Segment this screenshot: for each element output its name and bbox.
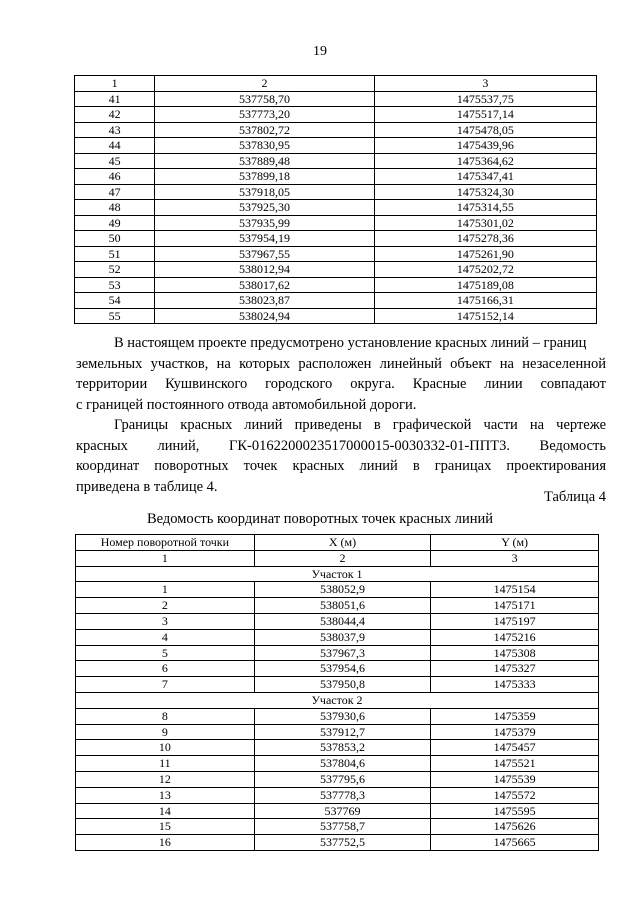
table-row xyxy=(76,613,599,629)
y-coordinate-cell: 1475171 xyxy=(431,598,599,614)
point-number-cell: 6 xyxy=(76,661,255,677)
y-coordinate-cell: 1475152,14 xyxy=(374,308,596,324)
point-number-cell: 3 xyxy=(76,613,255,629)
x-coordinate-cell: 537930,6 xyxy=(254,708,431,724)
point-number-cell: 54 xyxy=(75,293,155,309)
x-coordinate-cell: 537773,20 xyxy=(155,107,374,123)
column-number: 2 xyxy=(254,550,431,566)
x-coordinate-cell: 537778,3 xyxy=(254,787,431,803)
table-row xyxy=(76,582,599,598)
column-number: 3 xyxy=(374,76,596,92)
table-row xyxy=(75,169,597,185)
point-number-cell: 16 xyxy=(76,835,255,851)
point-number-cell: 44 xyxy=(75,138,155,154)
column-number: 1 xyxy=(76,550,255,566)
x-coordinate-cell: 537853,2 xyxy=(254,740,431,756)
y-coordinate-cell: 1475517,14 xyxy=(374,107,596,123)
point-number-cell: 11 xyxy=(76,756,255,772)
y-coordinate-cell: 1475457 xyxy=(431,740,599,756)
column-header: Номер поворотной точки xyxy=(76,535,255,551)
red-lines-coordinates-table xyxy=(75,534,599,851)
text-line: с границей постоянного отвода автомобильной дороги. xyxy=(76,396,417,413)
table-row xyxy=(75,107,597,123)
x-coordinate-cell: 537912,7 xyxy=(254,724,431,740)
table-row xyxy=(76,819,599,835)
section-label: Участок 2 xyxy=(76,692,599,708)
y-coordinate-cell: 1475154 xyxy=(431,582,599,598)
point-number-cell: 48 xyxy=(75,200,155,216)
table-row xyxy=(75,122,597,138)
x-coordinate-cell: 538012,94 xyxy=(155,262,374,278)
point-number-cell: 41 xyxy=(75,91,155,107)
y-coordinate-cell: 1475333 xyxy=(431,677,599,693)
y-coordinate-cell: 1475202,72 xyxy=(374,262,596,278)
x-coordinate-cell: 538052,9 xyxy=(254,582,431,598)
point-number-cell: 43 xyxy=(75,122,155,138)
point-number-cell: 4 xyxy=(76,629,255,645)
y-coordinate-cell: 1475537,75 xyxy=(374,91,596,107)
coordinates-table-continued xyxy=(74,75,597,324)
x-coordinate-cell: 537830,95 xyxy=(155,138,374,154)
column-header: Y (м) xyxy=(431,535,599,551)
column-header: X (м) xyxy=(254,535,431,551)
column-number: 2 xyxy=(155,76,374,92)
table-row xyxy=(75,153,597,169)
y-coordinate-cell: 1475478,05 xyxy=(374,122,596,138)
x-coordinate-cell: 537899,18 xyxy=(155,169,374,185)
y-coordinate-cell: 1475521 xyxy=(431,756,599,772)
x-coordinate-cell: 537795,6 xyxy=(254,771,431,787)
y-coordinate-cell: 1475278,36 xyxy=(374,231,596,247)
y-coordinate-cell: 1475308 xyxy=(431,645,599,661)
y-coordinate-cell: 1475595 xyxy=(431,803,599,819)
y-coordinate-cell: 1475261,90 xyxy=(374,246,596,262)
y-coordinate-cell: 1475665 xyxy=(431,835,599,851)
point-number-cell: 55 xyxy=(75,308,155,324)
y-coordinate-cell: 1475626 xyxy=(431,819,599,835)
table-row xyxy=(76,756,599,772)
table-row xyxy=(75,91,597,107)
text-line: В настоящем проекте предусмотрено установление красных линий – границ xyxy=(114,335,587,351)
y-coordinate-cell: 1475539 xyxy=(431,771,599,787)
paragraph-drawing-reference xyxy=(76,415,606,497)
y-coordinate-cell: 1475216 xyxy=(431,629,599,645)
table-row xyxy=(75,215,597,231)
point-number-cell: 49 xyxy=(75,215,155,231)
point-number-cell: 46 xyxy=(75,169,155,185)
text-line: Границы красных линий приведены в графической части на чертеже xyxy=(114,417,606,433)
y-coordinate-cell: 1475189,08 xyxy=(374,277,596,293)
page-number: 19 xyxy=(313,44,327,59)
x-coordinate-cell: 537889,48 xyxy=(155,153,374,169)
table-row xyxy=(76,598,599,614)
x-coordinate-cell: 537804,6 xyxy=(254,756,431,772)
point-number-cell: 10 xyxy=(76,740,255,756)
x-coordinate-cell: 537954,6 xyxy=(254,661,431,677)
table-title: Ведомость координат поворотных точек красных линий xyxy=(146,511,494,527)
point-number-cell: 47 xyxy=(75,184,155,200)
table-row xyxy=(76,835,599,851)
x-coordinate-cell: 538051,6 xyxy=(254,598,431,614)
x-coordinate-cell: 537954,19 xyxy=(155,231,374,247)
table-row xyxy=(76,708,599,724)
point-number-cell: 7 xyxy=(76,677,255,693)
x-coordinate-cell: 538024,94 xyxy=(155,308,374,324)
point-number-cell: 51 xyxy=(75,246,155,262)
y-coordinate-cell: 1475439,96 xyxy=(374,138,596,154)
table-row xyxy=(75,246,597,262)
y-coordinate-cell: 1475364,62 xyxy=(374,153,596,169)
point-number-cell: 13 xyxy=(76,787,255,803)
y-coordinate-cell: 1475327 xyxy=(431,661,599,677)
table-row xyxy=(76,771,599,787)
x-coordinate-cell: 537758,70 xyxy=(155,91,374,107)
text-line: красных линий, ГК-0162200023517000015-0030332-01-ППТ3. Ведомость xyxy=(76,437,606,454)
table-row xyxy=(76,661,599,677)
point-number-cell: 8 xyxy=(76,708,255,724)
y-coordinate-cell: 1475197 xyxy=(431,613,599,629)
y-coordinate-cell: 1475166,31 xyxy=(374,293,596,309)
text-line: приведена в таблице 4. xyxy=(76,478,218,495)
table-row xyxy=(75,231,597,247)
table-row xyxy=(76,803,599,819)
column-number: 3 xyxy=(431,550,599,566)
table-header-row xyxy=(75,76,597,92)
x-coordinate-cell: 538044,4 xyxy=(254,613,431,629)
table-row xyxy=(75,308,597,324)
table-row xyxy=(75,200,597,216)
table-row xyxy=(75,184,597,200)
y-coordinate-cell: 1475324,30 xyxy=(374,184,596,200)
column-number: 1 xyxy=(75,76,155,92)
x-coordinate-cell: 537769 xyxy=(254,803,431,819)
text-line: земельных участков, на которых расположен линейный объект на незаселенной xyxy=(76,355,606,372)
table-row xyxy=(75,293,597,309)
paragraph-red-lines xyxy=(76,333,606,415)
y-coordinate-cell: 1475347,41 xyxy=(374,169,596,185)
point-number-cell: 52 xyxy=(75,262,155,278)
point-number-cell: 50 xyxy=(75,231,155,247)
x-coordinate-cell: 537758,7 xyxy=(254,819,431,835)
table-row xyxy=(76,724,599,740)
x-coordinate-cell: 537967,55 xyxy=(155,246,374,262)
x-coordinate-cell: 537925,30 xyxy=(155,200,374,216)
x-coordinate-cell: 537802,72 xyxy=(155,122,374,138)
point-number-cell: 45 xyxy=(75,153,155,169)
x-coordinate-cell: 537935,99 xyxy=(155,215,374,231)
table-row xyxy=(76,787,599,803)
point-number-cell: 1 xyxy=(76,582,255,598)
point-number-cell: 5 xyxy=(76,645,255,661)
point-number-cell: 2 xyxy=(76,598,255,614)
x-coordinate-cell: 537918,05 xyxy=(155,184,374,200)
table-row xyxy=(76,677,599,693)
y-coordinate-cell: 1475301,02 xyxy=(374,215,596,231)
column-number-row xyxy=(76,550,599,566)
x-coordinate-cell: 537752,5 xyxy=(254,835,431,851)
text-line: территории Кушвинского городского округа. Красные линии совпадают xyxy=(76,376,606,392)
y-coordinate-cell: 1475379 xyxy=(431,724,599,740)
point-number-cell: 12 xyxy=(76,771,255,787)
table-row xyxy=(75,262,597,278)
table-row xyxy=(75,277,597,293)
y-coordinate-cell: 1475359 xyxy=(431,708,599,724)
point-number-cell: 9 xyxy=(76,724,255,740)
point-number-cell: 42 xyxy=(75,107,155,123)
table-row xyxy=(76,740,599,756)
section-row xyxy=(76,692,599,708)
x-coordinate-cell: 537967,3 xyxy=(254,645,431,661)
section-label: Участок 1 xyxy=(76,566,599,582)
x-coordinate-cell: 537950,8 xyxy=(254,677,431,693)
x-coordinate-cell: 538037,9 xyxy=(254,629,431,645)
x-coordinate-cell: 538023,87 xyxy=(155,293,374,309)
y-coordinate-cell: 1475314,55 xyxy=(374,200,596,216)
table-number-label: Таблица 4 xyxy=(543,489,606,505)
text-line: координат поворотных точек красных линий в границах проектирования xyxy=(76,458,606,474)
table-header-row xyxy=(76,535,599,551)
point-number-cell: 15 xyxy=(76,819,255,835)
section-row xyxy=(76,566,599,582)
point-number-cell: 14 xyxy=(76,803,255,819)
table-row xyxy=(75,138,597,154)
table-row xyxy=(76,629,599,645)
x-coordinate-cell: 538017,62 xyxy=(155,277,374,293)
point-number-cell: 53 xyxy=(75,277,155,293)
y-coordinate-cell: 1475572 xyxy=(431,787,599,803)
table-row xyxy=(76,645,599,661)
